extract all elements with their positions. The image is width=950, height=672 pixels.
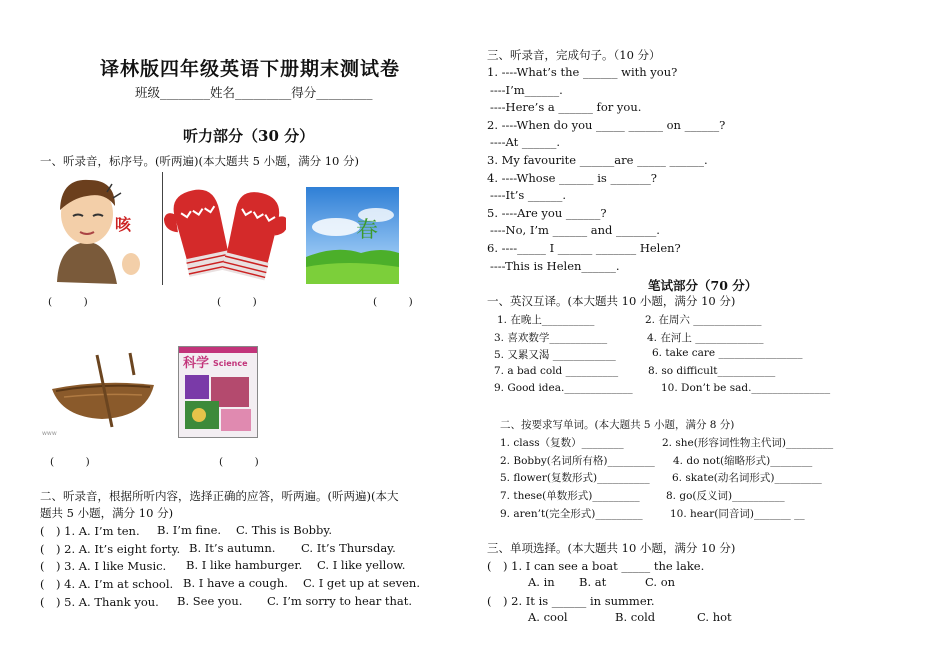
answer-bracket-2[interactable]: ( ) [217, 296, 257, 308]
w2-item: 2. Bobby(名词所有格)_________ [500, 455, 655, 467]
w1-item: 2. 在周六 _____________ [645, 314, 762, 326]
part2-q2-c[interactable]: C. It’s Thursday. [301, 541, 396, 555]
svg-text:www: www [42, 430, 57, 437]
part3-line: 2. ----When do you _____ ______ on ______? [487, 118, 726, 132]
w2-item: 5. flower(复数形式)__________ [500, 472, 650, 484]
w1-item: 3. 喜欢数学___________ [494, 332, 608, 344]
part3-line: ----It’s ______. [490, 188, 567, 202]
mittens-icon [164, 180, 286, 283]
answer-bracket-5[interactable]: ( ) [219, 456, 259, 468]
part3-heading: 三、听录音，完成句子。（10 分） [487, 48, 661, 62]
w2-item: 9. aren’t(完全形式)_________ [500, 508, 643, 520]
w1-item: 5. 又累又渴 ____________ [494, 349, 616, 361]
part2-q2-a[interactable]: ( ) 2. A. It’s eight forty. [40, 542, 181, 556]
part2-q4-b[interactable]: B. I have a cough. [183, 576, 288, 590]
part3-line: 3. My favourite ______are _____ ______. [487, 153, 708, 167]
w2-item: 1. class（复数）________ [500, 437, 624, 449]
w3-q1-option-c[interactable]: C. on [645, 575, 676, 589]
book-title-en: Science [213, 359, 248, 368]
svg-text:春: 春 [356, 218, 379, 243]
w2-item: 8. go(反义词)__________ [666, 490, 785, 502]
answer-bracket-3[interactable]: ( ) [373, 296, 413, 308]
w3-q1-option-a[interactable]: A. in [528, 575, 555, 589]
boat-icon [42, 345, 160, 437]
w2-heading: 二、按要求写单词。(本大题共 5 小题，满分 8 分) [500, 419, 735, 431]
w1-item: 6. take care ________________ [652, 347, 803, 359]
answer-bracket-4[interactable]: ( ) [50, 456, 90, 468]
w2-item: 10. hear(同音词)_______ __ [670, 508, 805, 520]
part3-line: ----I’m______. [490, 83, 563, 97]
w3-q2-option-b[interactable]: B. cold [615, 610, 656, 624]
w1-item: 8. so difficult___________ [648, 365, 776, 377]
w1-heading: 一、英汉互译。(本大题共 10 小题，满分 10 分) [487, 294, 736, 308]
part2-q1-b[interactable]: B. I’m fine. [157, 523, 222, 537]
part3-line: 1. ----What’s the ______ with you? [487, 65, 678, 79]
w1-item: 4. 在河上 _____________ [647, 332, 764, 344]
part2-heading-line2: 题共 5 小题，满分 10 分) [40, 506, 174, 520]
listening-section-title: 听力部分（30 分） [183, 127, 315, 145]
part2-q3-b[interactable]: B. I like hamburger. [186, 558, 303, 572]
part2-q5-c[interactable]: C. I’m sorry to hear that. [267, 594, 413, 608]
w3-heading: 三、单项选择。(本大题共 10 小题，满分 10 分) [487, 541, 736, 555]
sick-boy-icon [47, 172, 144, 285]
w3-q2-option-c[interactable]: C. hot [697, 610, 732, 624]
w3-question-2[interactable]: ( ) 2. It is ______ in summer. [487, 594, 655, 608]
part3-line: 4. ----Whose ______ is _______? [487, 171, 657, 185]
answer-bracket-1[interactable]: ( ) [48, 296, 88, 308]
part2-q1-a[interactable]: ( ) 1. A. I’m ten. [40, 524, 140, 538]
part2-q5-a[interactable]: ( ) 5. A. Thank you. [40, 595, 159, 609]
part2-q3-c[interactable]: C. I like yellow. [317, 558, 406, 572]
w3-q2-option-a[interactable]: A. cool [528, 610, 568, 624]
book-title-cn: 科学 [183, 356, 210, 371]
part3-line: ----No, I’m ______ and _______. [490, 223, 660, 237]
part2-heading-line1: 二、听录音，根据所听内容，选择正确的应答，听两遍。(听两遍)(本大 [40, 489, 399, 503]
writing-section-title: 笔试部分（70 分） [648, 278, 758, 293]
w1-item: 7. a bad cold __________ [494, 365, 619, 377]
part3-line: ----Here’s a ______ for you. [490, 100, 642, 114]
svg-text:咳: 咳 [115, 215, 132, 234]
part3-line: ----At ______. [490, 135, 561, 149]
page-title: 译林版四年级英语下册期末测试卷 [100, 58, 401, 80]
w3-q1-option-b[interactable]: B. at [579, 575, 607, 589]
part2-q4-c[interactable]: C. I get up at seven. [303, 576, 420, 590]
w2-item: 4. do not(缩略形式)________ [673, 455, 813, 467]
part2-q5-b[interactable]: B. See you. [177, 594, 243, 608]
w2-item: 2. she(形容词性物主代词)_________ [662, 437, 834, 449]
w2-item: 6. skate(动名词形式)_________ [672, 472, 822, 484]
w1-item: 9. Good idea._____________ [494, 382, 633, 394]
w3-question-1[interactable]: ( ) 1. I can see a boat _____ the lake. [487, 559, 705, 573]
image-divider [162, 172, 163, 285]
w1-item: 1. 在晚上__________ [497, 314, 595, 326]
part3-line: 6. ----_____ I ______ _______ Helen? [487, 241, 681, 255]
w1-item: 10. Don’t be sad._______________ [661, 382, 831, 394]
part2-q2-b[interactable]: B. It’s autumn. [189, 541, 276, 555]
part2-q1-c[interactable]: C. This is Bobby. [236, 523, 332, 537]
part3-line: 5. ----Are you ______? [487, 206, 607, 220]
w2-item: 7. these(单数形式)_________ [500, 490, 640, 502]
part2-q3-a[interactable]: ( ) 3. A. I like Music. [40, 559, 167, 573]
science-book-icon [178, 346, 258, 438]
part2-q4-a[interactable]: ( ) 4. A. I’m at school. [40, 577, 174, 591]
part1-heading: 一、听录音，标序号。(听两遍)(本大题共 5 小题，满分 10 分) [40, 154, 360, 168]
part3-line: ----This is Helen______. [490, 259, 620, 273]
spring-scene-icon [306, 187, 399, 284]
student-info: 班级________姓名_________得分_________ [135, 85, 373, 100]
